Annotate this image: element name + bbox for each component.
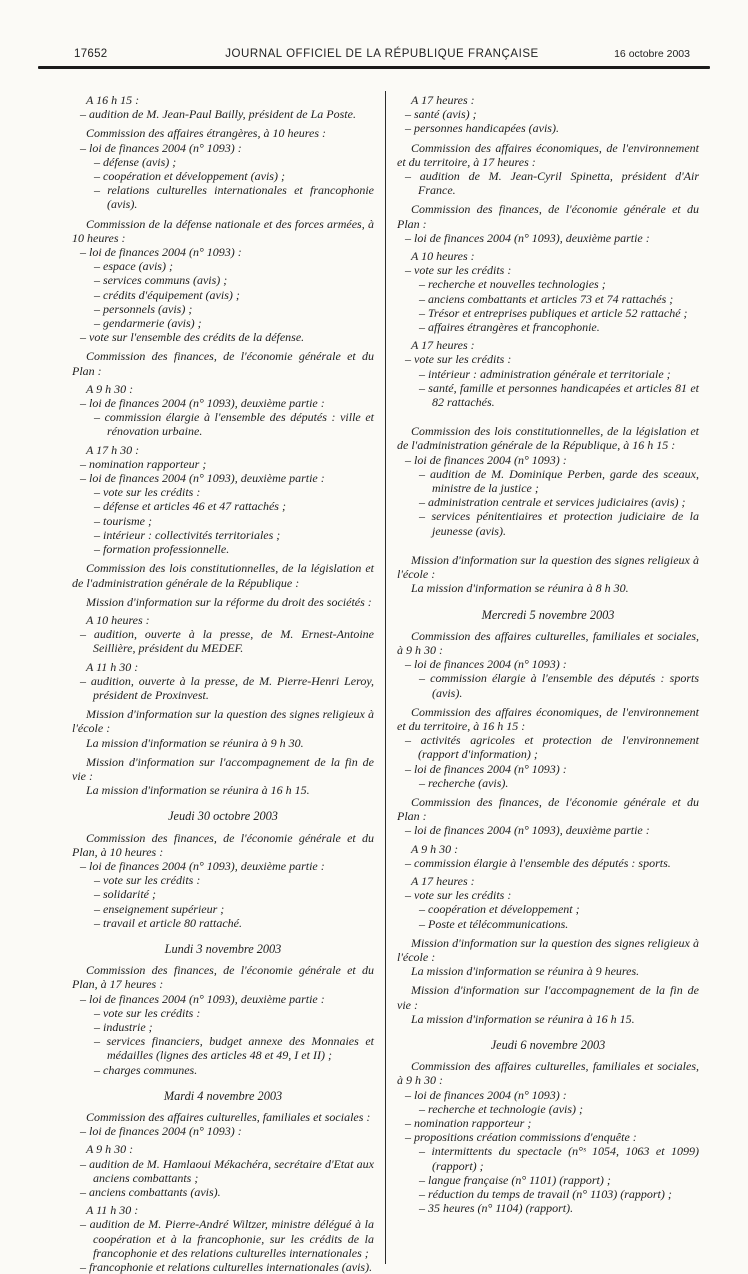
list-subitem: – audition de M. Dominique Perben, garde des sceaux, ministre de la justice ; [419,466,699,496]
list-item: – activités agricoles et protection de l'environnement (rapport d'information) ; [405,733,699,762]
list-item: – loi de finances 2004 (n° 1093) : [405,657,567,672]
list-subitem: – services communs (avis) ; [94,273,228,288]
paragraph: Commission des affaires économiques, de l'environnement et du territoire, à 17 heures : [397,140,699,169]
date-heading: Lundi 3 novembre 2003 [164,941,282,956]
list-item: – audition de M. Jean-Paul Bailly, président de La Poste. [80,107,356,122]
list-subitem: – crédits d'équipement (avis) ; [94,287,240,302]
list-subitem: – défense et articles 46 et 47 rattachés ; [94,499,286,514]
list-item: – nomination rapporteur ; [405,1116,532,1130]
paragraph: Commission des finances, de l'économie générale et du Plan : [72,349,374,378]
paragraph: Commission des finances, de l'économie générale et du Plan, à 10 heures : [72,830,374,859]
list-item: – loi de finances 2004 (n° 1093) : [80,245,242,260]
list-item: – loi de finances 2004 (n° 1093) : [80,140,242,155]
time-line: A 9 h 30 : [86,381,134,396]
list-subitem: – intérieur : collectivités territoriales ; [94,527,281,542]
list-subitem: – réduction du temps de travail (n° 1103) (rapport) ; [419,1187,672,1202]
list-subitem: – travail et article 80 rattaché. [94,915,242,930]
list-subitem: – recherche et technologie (avis) ; [419,1101,584,1116]
column-left [72,89,374,1274]
list-subitem: – Poste et télécommunications. [419,916,569,931]
meeting-note: La mission d'information se réunira à 16 h 15. [411,1011,635,1026]
time-line: A 17 heures : [411,873,475,888]
list-item: – audition, ouverte à la presse, de M. Ernest-Antoine Seillière, président du MEDEF. [80,627,374,656]
list-subitem: – langue française (n° 1101) (rapport) ; [419,1172,611,1187]
list-subitem: – recherche (avis). [419,775,509,790]
paragraph: Commission des affaires culturelles, familiales et sociales : [86,1110,371,1124]
column-divider [385,91,386,1264]
paragraph: Commission des affaires étrangères, à 10 heures : [86,126,326,141]
paragraph: Commission des affaires culturelles, familiales et sociales, à 9 h 30 : [397,628,699,657]
time-line: A 10 heures : [86,612,150,627]
list-subitem: – vote sur les crédits : [94,873,201,888]
paragraph: Commission des lois constitutionnelles, de la législation et de l'administration générale de la République, à 16 h 15 : [397,424,699,453]
list-item: – loi de finances 2004 (n° 1093) : [405,1087,567,1102]
meeting-note: La mission d'information se réunira à 16 h 15. [86,783,310,798]
list-subitem: – vote sur les crédits : [94,1005,201,1020]
list-item: – audition de M. Hamlaoui Mékachéra, secrétaire d'Etat aux anciens combattants ; [80,1156,374,1185]
column-right [397,89,699,1274]
list-subitem: – solidarité ; [94,887,156,902]
list-subitem: – services financiers, budget annexe des Monnaies et médailles (lignes des articles 48 et 49, I et II) ; [94,1034,374,1063]
paragraph: Commission des affaires culturelles, familiales et sociales, à 9 h 30 : [397,1059,699,1088]
time-line: A 11 h 30 : [86,659,139,674]
date-heading: Mardi 4 novembre 2003 [163,1088,283,1103]
paragraph: Commission des lois constitutionnelles, de la législation et de l'administration générale de la République : [72,561,374,590]
issue-date: 16 octobre 2003 [614,48,690,60]
list-subitem: – gendarmerie (avis) ; [94,316,202,331]
time-line: A 17 heures : [411,338,475,353]
list-subitem: – intermittents du spectacle (n°ˢ 1054, 1063 et 1099) (rapport) ; [419,1144,699,1173]
list-item: – santé (avis) ; [405,107,477,122]
list-item: – anciens combattants (avis). [80,1185,221,1200]
paragraph: Commission de la défense nationale et des forces armées, à 10 heures : [72,216,374,245]
list-item: – loi de finances 2004 (n° 1093), deuxième partie : [80,991,325,1006]
list-subitem: – commission élargie à l'ensemble des députés : sports (avis). [419,671,699,700]
list-subitem: – personnels (avis) ; [94,301,193,316]
time-line: A 11 h 30 : [86,1203,139,1218]
list-item: – loi de finances 2004 (n° 1093), deuxième partie : [80,471,325,486]
meeting-note: La mission d'information se réunira à 9 h 30. [86,735,304,750]
date-heading: Jeudi 30 octobre 2003 [168,809,278,824]
list-item: – loi de finances 2004 (n° 1093) : [405,452,567,467]
list-subitem: – affaires étrangères et francophonie. [419,320,600,335]
meeting-note: La mission d'information se réunira à 8 h 30. [411,581,629,596]
list-subitem: – services pénitentiaires et protection judiciaire de la jeunesse (avis). [419,509,699,538]
mission-paragraph: Mission d'information sur la question des signes religieux à l'école : [397,552,699,582]
list-subitem: – défense (avis) ; [94,154,177,169]
list-item: – vote sur l'ensemble des crédits de la défense. [80,330,305,345]
paragraph: Commission des finances, de l'économie générale et du Plan : [397,794,699,824]
list-item: – loi de finances 2004 (n° 1093) : [80,1124,242,1139]
list-item: – loi de finances 2004 (n° 1093), deuxième partie : [405,823,650,838]
list-subitem: – commission élargie à l'ensemble des députés : ville et rénovation urbaine. [94,410,374,439]
list-item: – audition, ouverte à la presse, de M. Pierre-Henri Leroy, président de Proxinvest. [80,673,374,702]
list-subitem: – tourisme ; [94,513,152,528]
list-item: – francophonie et relations culturelles internationales (avis). [80,1260,373,1274]
list-subitem: – anciens combattants et articles 73 et 74 rattachés ; [419,291,674,306]
list-subitem: – enseignement supérieur ; [94,901,225,916]
mission-paragraph: Mission d'information sur la question des signes religieux à l'école : [397,935,699,964]
list-subitem: – relations culturelles internationales et francophonie (avis). [94,183,374,212]
list-subitem: – industrie ; [94,1019,153,1034]
list-subitem: – vote sur les crédits : [94,485,201,500]
running-head [0,0,748,65]
list-item: – loi de finances 2004 (n° 1093) : [405,761,567,776]
list-subitem: – coopération et développement ; [419,902,580,917]
mission-paragraph: Mission d'information sur la réforme du droit des sociétés : [86,594,372,609]
meeting-note: La mission d'information se réunira à 9 heures. [411,964,640,979]
date-heading: Jeudi 6 novembre 2003 [490,1037,606,1052]
list-item: – vote sur les crédits : [405,263,512,278]
list-subitem: – administration centrale et services judiciaires (avis) ; [419,495,686,510]
list-item: – loi de finances 2004 (n° 1093), deuxième partie : [80,858,325,873]
list-subitem: – intérieur : administration générale et territoriale ; [419,366,671,381]
time-line: A 17 heures : [411,93,475,107]
header-rule [38,66,710,69]
list-item: – personnes handicapées (avis). [405,121,559,136]
list-item: – audition de M. Jean-Cyril Spinetta, président d'Air France. [405,169,699,198]
list-subitem: – formation professionnelle. [94,542,230,557]
mission-paragraph: Mission d'information sur l'accompagnement de la fin de vie : [397,983,699,1012]
list-item: – vote sur les crédits : [405,888,512,903]
list-item: – propositions création commissions d'enquête : [405,1130,637,1145]
list-subitem: – santé, famille et personnes handicapées et articles 81 et 82 rattachés. [419,380,699,410]
time-line: A 9 h 30 : [86,1142,134,1157]
time-line: A 9 h 30 : [411,841,459,856]
paragraph: Commission des affaires économiques, de l'environnement et du territoire, à 16 h 15 : [397,704,699,733]
list-subitem: – charges communes. [94,1062,198,1077]
list-item: – commission élargie à l'ensemble des députés : sports. [405,855,671,870]
time-line: A 10 heures : [411,249,475,264]
paragraph: Commission des finances, de l'économie générale et du Plan : [397,202,699,231]
list-item: – loi de finances 2004 (n° 1093), deuxième partie : [80,396,325,411]
page-number: 17652 [74,48,108,60]
date-heading: Mercredi 5 novembre 2003 [481,607,615,622]
list-item: – audition de M. Pierre-André Wiltzer, ministre délégué à la coopération et à la francophonie, sur les crédits de la francophonie et des relations culturelles internationales ; [80,1217,374,1260]
list-subitem: – Trésor et entreprises publiques et article 52 rattaché ; [419,305,688,320]
list-subitem: – 35 heures (n° 1104) (rapport). [419,1201,574,1216]
text-columns [72,89,700,1274]
mission-paragraph: Mission d'information sur l'accompagnement de la fin de vie : [72,754,374,783]
time-line: A 16 h 15 : [86,93,140,107]
list-item: – vote sur les crédits : [405,352,512,367]
time-line: A 17 h 30 : [86,442,140,457]
list-subitem: – recherche et nouvelles technologies ; [419,277,606,292]
paragraph: Commission des finances, de l'économie générale et du Plan, à 17 heures : [72,963,374,992]
list-subitem: – coopération et développement (avis) ; [94,169,285,184]
list-item: – nomination rapporteur ; [80,456,207,471]
journal-title: JOURNAL OFFICIEL DE LA RÉPUBLIQUE FRANÇAISE [225,48,539,60]
mission-paragraph: Mission d'information sur la question des signes religieux à l'école : [72,707,374,736]
list-subitem: – espace (avis) ; [94,259,173,274]
list-item: – loi de finances 2004 (n° 1093), deuxième partie : [405,230,650,245]
